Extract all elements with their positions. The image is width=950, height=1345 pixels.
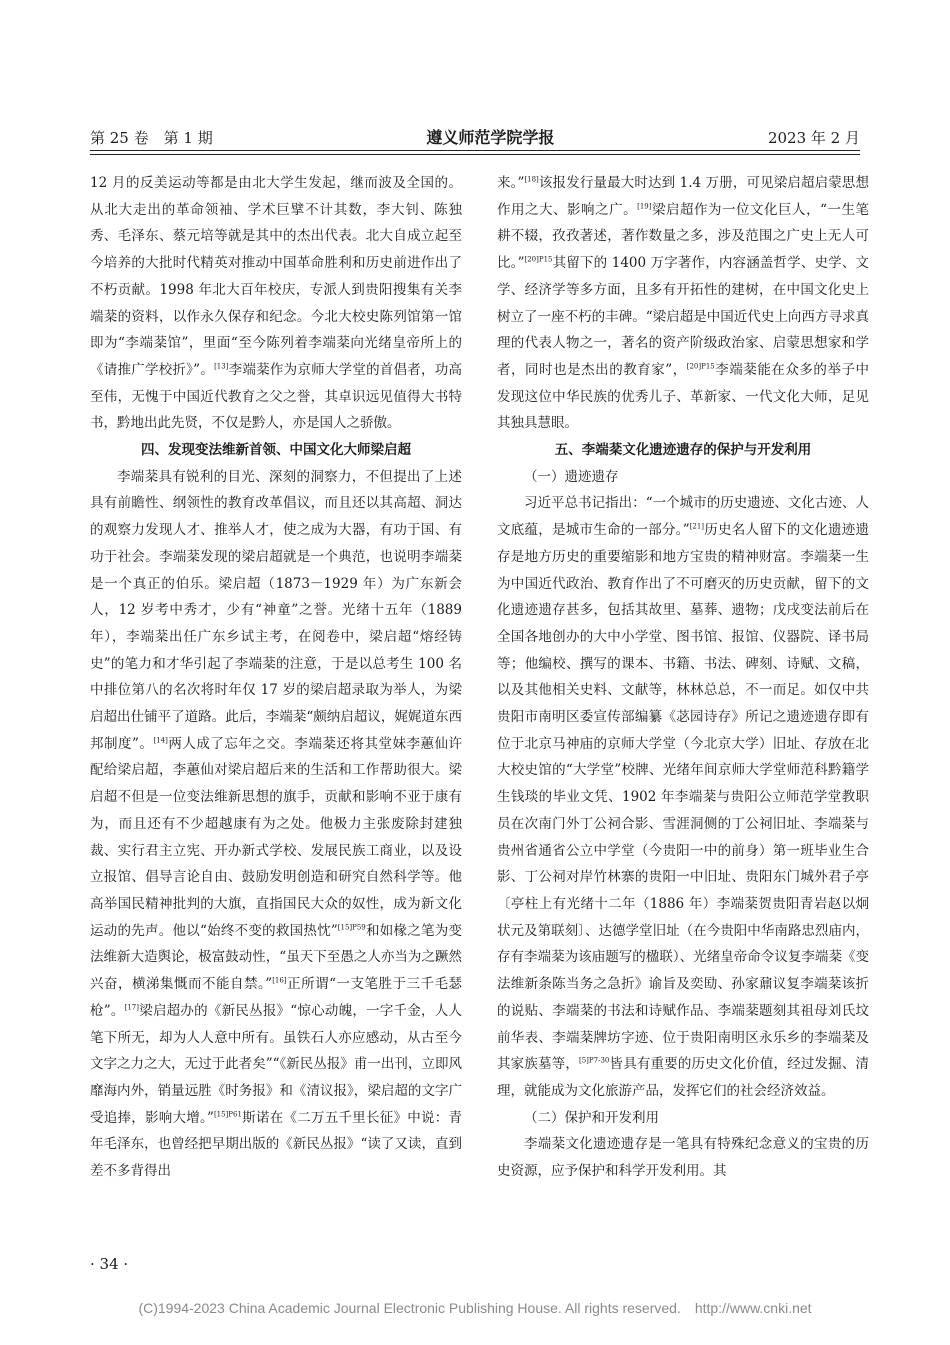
page-number: · 34 ·	[90, 1255, 129, 1273]
text: 李端棻具有锐利的目光、深刻的洞察力，不但提出了上述具有前瞻性、纲领性的教育改革倡议，而且还以其高超、洞达的观察力发现人才、推举人才，使之成为大器，有功于国、有功于社会。李端棻发现的梁启超就是一个典范，也说明李端棻是一个真正的伯乐。梁启超（1873－1929 年）为广东新会人，12 岁考中秀才，少有“神童”之誉。光绪十五年（1889 年），李端棻出任广东乡试主考，在阅卷中，梁启超“熔经铸史”的笔力和才华引起了李端棻的注意，于是以总考生 100 名中排位第八的名次将时年仅 17 岁的梁启超录取为举人，为梁启超出仕铺平了道路。此后，李端棻“颇纳启超议，娓娓道东西邦制度”。	[90, 468, 462, 752]
text: 习近平总书记指出：“一个城市的历史遗迹、文化古迹、人文底蕴，是城市生命的一部分。”	[497, 495, 869, 539]
header-volume: 第 25 卷 第 1 期	[90, 129, 213, 147]
header-date: 2023 年 2 月	[767, 129, 860, 147]
copyright-footer: (C)1994-2023 China Academic Journal Electronic Publishing House. All rights reserved. http://www.cnki.net	[138, 1300, 812, 1316]
citation: [19]	[637, 202, 652, 211]
citation: [15]P59	[337, 923, 366, 932]
header-journal-title: 遵义师范学院学报	[426, 128, 555, 147]
text: 两人成了忘年之交。李端棻还将其堂妹李蕙仙许配给梁启超，李蕙仙对梁启超后来的生活和工作帮助很大。梁启超不但是一位变法维新思想的旗手，贡献和影响不亚于康有为，而且还有不少超越康有为之处。他极力主张废除封建独裁、实行君主立宪、开办新式学校、发展民族工商业，以及设立报馆、倡导言论自由、鼓励发明创造和研究自然科学等。他高举国民精神批判的大旗，直指国民大众的奴性，成为新文化运动的先声。他以“始终不变的救国热忱”	[90, 735, 463, 939]
text: 正所谓“一支笔胜于三千毛瑟枪”。	[90, 976, 462, 1019]
text: 12 月的反美运动等都是由北大学生发起，继而波及全国的。从北大走出的革命领袖、学术巨擘不计其数，李大钊、陈独秀、毛泽东、蔡元培等就是其中的杰出代表。北大自成立起至今培养的大批时代精英对推动中国革命胜利和历史前进作出了不朽贡献。1998 年北大百年校庆，专派人到贵阳搜集有关李端棻的资料，以作永久保存和纪念。今北大校史陈列馆第一馆即为“李端棻馆”，里面“至今陈列着李端棻向光绪皇帝所上的《请推广学校折》”。	[90, 175, 462, 378]
text: 梁启超作为一位文化巨人，“一生笔耕不辍，孜孜著述，著作数量之多，涉及范围之广史上无人可比。”	[497, 201, 870, 272]
text: 李端棻作为京师大学堂的首倡者，功高至伟，无愧于中国近代教育之父之誉，其卓识远见值得大书特书，黔地出此先贤，不仅是黔人，亦是国人之骄傲。	[90, 361, 463, 432]
citation: [21]	[689, 522, 705, 531]
text: 历史名人留下的文化遗迹遗存是地方历史的重要缩影和地方宝贵的精神财富。李端棻一生为中国近代政治、教育作出了不可磨灭的历史贡献，留下的文化遗迹遗存甚多，包括其故里、墓葬、遗物；戊戌变法前后在全国各地创办的大中小学堂、图书馆、报馆、仪器院、译书局等；他编校、撰写的课本、书籍、书法、碑刻、诗赋、文稿，以及其他相关史料、文献等，林林总总，不一而足。如仅中共贵阳市南明区委宣传部编纂《苾园诗存》所记之遗迹遗存即有位于北京马神庙的京师大学堂（今北京大学）旧址、存放在北大校史馆的“大学堂”校牌、光绪年间京师大学堂师范科黔籍学生钱琰的毕业文凭、1902 年李端棻与贵阳公立师范学堂教职员在次南门外丁公祠合影、雪涯洞侧的丁公祠旧址、李端棻与贵州省通省公立中学堂（今贵阳一中的前身）第一班毕业生合影、丁公祠对岸竹林寨的贵阳一中旧址、贵阳东门城外君子亭〔亭柱上有光绪十二年（1886 年）李端棻贺贵阳青岩赵以炯状元及第联刻〕、达德学堂旧址（在今贵阳中华南路忠烈庙内，存有李端棻为该庙题写的楹联）、光绪皇帝命令议复李端棻《变法维新条陈当务之急折》谕旨及奕劻、孙家鼐议复李端棻该折的说贴、李端棻的书法和诗赋作品、李端棻题刻其祖母刘氏坟前华表、李端棻牌坊字迹、位于贵阳南明区永乐乡的李端棻及其家族墓等，	[497, 522, 870, 1073]
paragraph	[90, 464, 462, 1185]
subsection-heading-2: （二）保护和开发利用	[524, 1109, 659, 1126]
paragraph	[497, 170, 869, 437]
text: 和如椽之笔为变法维新大造舆论，极富鼓动性，“虽天下至愚之人亦当为之蹶然兴奋，横涕集慨而不能自禁。”	[90, 922, 462, 993]
citation: [13]	[214, 362, 229, 371]
paragraph	[90, 170, 462, 437]
text: 李端棻能在众多的举子中发现这位中华民族的优秀儿子、革新家、一代文化大师，足见其独具慧眼。	[497, 361, 869, 432]
section-heading-4: 四、发现变法维新首领、中国文化大师梁启超	[141, 442, 411, 459]
running-header	[90, 118, 860, 148]
text: 梁启超办的《新民丛报》“惊心动魄，一字千金，人人笔下所无，却为人人意中所有。虽铁石人亦应感动，从古至今文字之力之大，无过于此者矣”“《新民丛报》甫一出刊，立即风靡海内外，销量远胜《时务报》和《清议报》，梁启超的文字广受追捧，影响大增。”	[90, 1002, 462, 1126]
citation: [18]	[524, 175, 539, 184]
citation: [15]P61	[213, 1110, 242, 1119]
citation: [5]P7-30	[579, 1056, 610, 1065]
section-heading-5: 五、李端棻文化遗迹遗存的保护与开发利用	[554, 442, 812, 459]
subsection-heading-1: （一）遗迹遗存	[524, 468, 619, 485]
text: 皆具有重要的历史文化价值，经过发掘、清理，就能成为文化旅游产品，发挥它们的社会经济效益。	[497, 1056, 870, 1099]
text: 斯诺在《二万五千里长征》中说：青年毛泽东，也曾经把早期出版的《新民丛报》“读了又读，直到差不多背得出	[90, 1109, 462, 1180]
text: 来。”	[497, 175, 525, 191]
header-rule-thick	[90, 150, 860, 151]
citation: [20]P15	[686, 362, 715, 371]
paragraph	[497, 490, 869, 1104]
citation: [16]	[272, 976, 287, 985]
text: 该报发行量最大时达到 1.4 万册，可见梁启超启蒙思想作用之大、影响之广。	[497, 175, 869, 218]
citation: [14]	[153, 736, 168, 745]
paragraph: 李端棻文化遗迹遗存是一笔具有特殊纪念意义的宝贵的历史资源，应予保护和科学开发利用。其	[497, 1136, 869, 1180]
header-rule-thin	[90, 154, 860, 155]
right-column	[497, 170, 869, 1185]
citation: [17]	[124, 1003, 139, 1012]
left-column	[90, 170, 462, 1185]
text: 其留下的 1400 万字著作，内容涵盖哲学、史学、文学、经济学等多方面，且多有开拓性的建树，在中国文化史上树立了一座不朽的丰碑。“梁启超是中国近代史上向西方寻求真理的代表人物之一，著名的资产阶级政治家、启蒙思想家和学者，同时也是杰出的教育家”，	[497, 255, 869, 378]
citation: [20]P15	[524, 255, 553, 264]
